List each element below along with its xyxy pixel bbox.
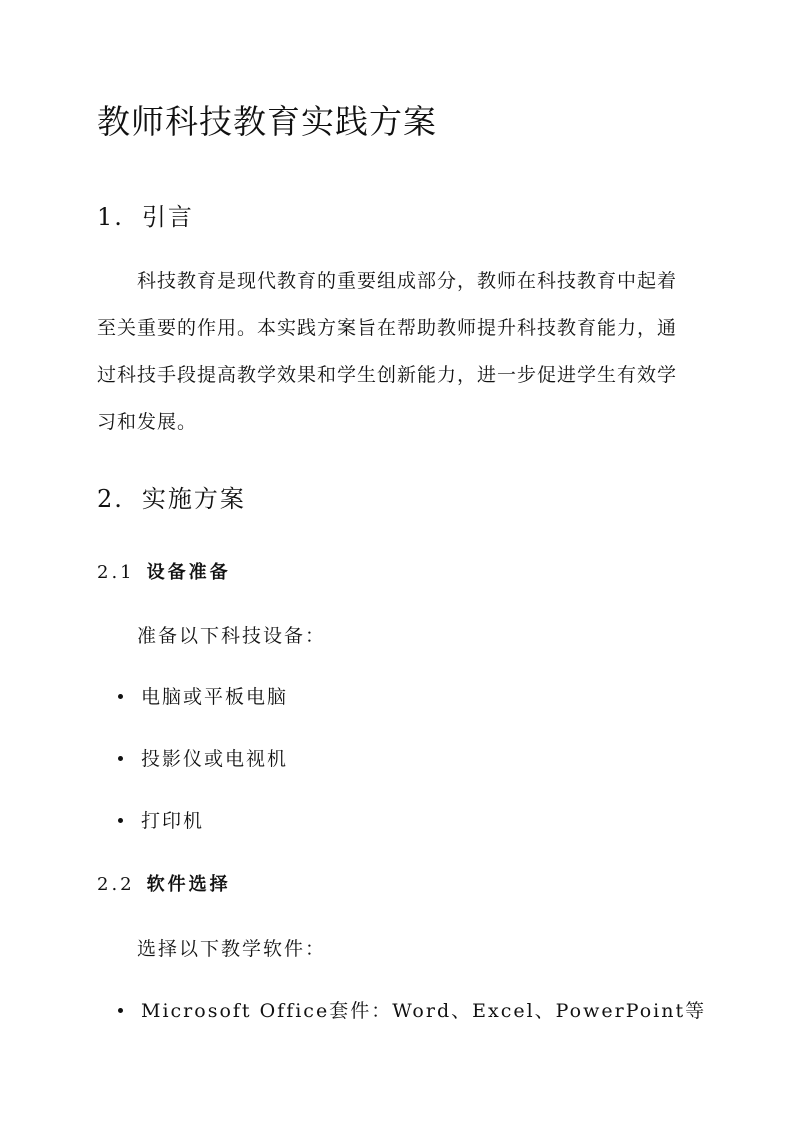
section-1-title: 引言 — [141, 203, 194, 231]
list-item — [118, 806, 204, 833]
subsection-2-1-number: 2.1 — [97, 562, 135, 583]
list-item — [118, 682, 288, 709]
section-2-heading — [97, 479, 246, 514]
list-item-text: Microsoft Office套件：Word、Excel、PowerPoint等 — [141, 1000, 707, 1022]
subsection-2-2-lead: 选择以下教学软件： — [137, 938, 327, 960]
subsection-2-2-title: 软件选择 — [146, 874, 231, 895]
list-item-text: 投影仪或电视机 — [141, 748, 289, 770]
bullet-icon — [118, 818, 123, 823]
paragraph-line: 过科技手段提高教学效果和学生创新能力，进一步促进学生有效学 — [97, 364, 678, 386]
list-item — [118, 996, 706, 1023]
paragraph-line: 科技教育是现代教育的重要组成部分，教师在科技教育中起着 — [137, 270, 678, 292]
section-1-paragraph — [97, 258, 705, 446]
subsection-2-1-lead: 准备以下科技设备： — [137, 625, 327, 647]
subsection-2-2-number: 2.2 — [97, 874, 135, 895]
section-1-number: 1. — [97, 203, 124, 231]
bullet-icon — [118, 756, 123, 761]
bullet-icon — [118, 694, 123, 699]
section-1-heading — [97, 197, 194, 232]
section-2-number: 2. — [97, 485, 124, 513]
section-2-title: 实施方案 — [141, 485, 246, 513]
document-title: 教师科技教育实践方案 — [97, 102, 437, 141]
list-item-text: 打印机 — [141, 810, 205, 832]
subsection-2-1-title: 设备准备 — [146, 562, 231, 583]
list-item-text: 电脑或平板电脑 — [141, 686, 289, 708]
paragraph-line: 习和发展。 — [97, 411, 198, 433]
paragraph-line: 至关重要的作用。本实践方案旨在帮助教师提升科技教育能力，通 — [97, 317, 678, 339]
list-item — [118, 744, 288, 771]
bullet-icon — [118, 1008, 123, 1013]
subsection-2-1-heading — [97, 558, 231, 584]
subsection-2-2-heading — [97, 870, 231, 896]
